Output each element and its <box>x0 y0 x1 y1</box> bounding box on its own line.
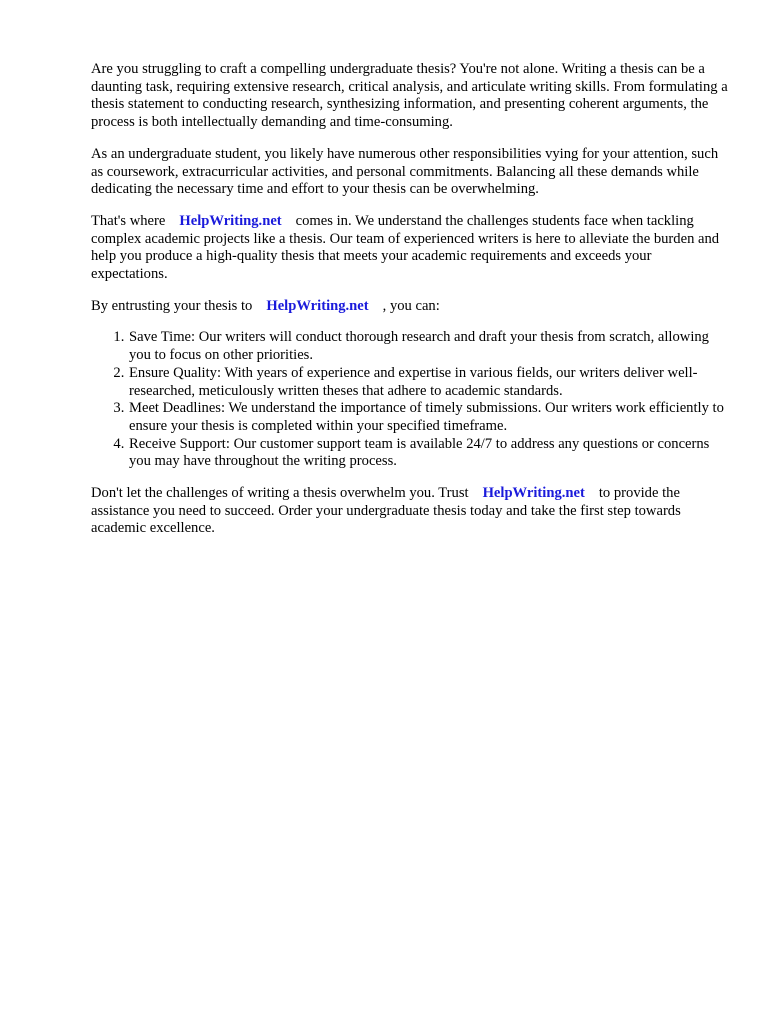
document-page <box>91 61 731 552</box>
entrusting-paragraph <box>91 298 731 316</box>
entrusting-text-before: By entrusting your thesis to <box>91 297 253 314</box>
benefit-item-receive-support: 4. Receive Support: Our customer support team is available 24/7 to address any questions or concerns you may have throughout the writing process. <box>128 436 731 471</box>
thats-where-text-before: That's where <box>91 212 166 229</box>
closing-paragraph <box>91 485 731 538</box>
helpwriting-link-2[interactable]: HelpWriting.net <box>266 297 369 314</box>
benefit-item-save-time: 1. Save Time: Our writers will conduct thorough research and draft your thesis from scratch, allowing you to focus on other priorities. <box>128 329 731 364</box>
benefits-list <box>91 329 731 471</box>
closing-text-after: to provide the assistance you need to succeed. Order your undergraduate thesis today and take the first step towards academic excellence. <box>91 485 681 537</box>
entrusting-text-after: , you can: <box>382 297 440 314</box>
helpwriting-link-3[interactable]: HelpWriting.net <box>482 485 585 502</box>
closing-text-before: Don't let the challenges of writing a thesis overwhelm you. Trust <box>91 485 469 502</box>
benefit-item-meet-deadlines: 3. Meet Deadlines: We understand the importance of timely submissions. Our writers work efficiently to ensure your thesis is completed within your specified timeframe. <box>128 400 731 435</box>
helpwriting-link-1[interactable]: HelpWriting.net <box>179 212 282 229</box>
benefit-item-ensure-quality: 2. Ensure Quality: With years of experience and expertise in various fields, our writers deliver well-researched, meticulously written theses that adhere to academic standards. <box>128 365 731 400</box>
thats-where-paragraph <box>91 213 731 284</box>
intro-paragraph: Are you struggling to craft a compelling undergraduate thesis? You're not alone. Writing a thesis can be a daunting task, requiring extensive research, critical analysis, and articulate writing skills. From formulating a thesis statement to conducting research, synthesizing information, and presenting coherent arguments, the process is both intellectually demanding and time-consuming. <box>91 61 728 131</box>
responsibilities-paragraph: As an undergraduate student, you likely have numerous other responsibilities vying for your attention, such as coursework, extracurricular activities, and personal commitments. Balancing all these demands while dedicating the necessary time and effort to your thesis can be overwhelming. <box>91 145 719 198</box>
thats-where-text-after: comes in. We understand the challenges students face when tackling complex academic projects like a thesis. Our team of experienced writers is here to alleviate the burden and help you produce a high-quality thesis that meets your academic requirements and exceeds your expectations. <box>91 212 720 283</box>
